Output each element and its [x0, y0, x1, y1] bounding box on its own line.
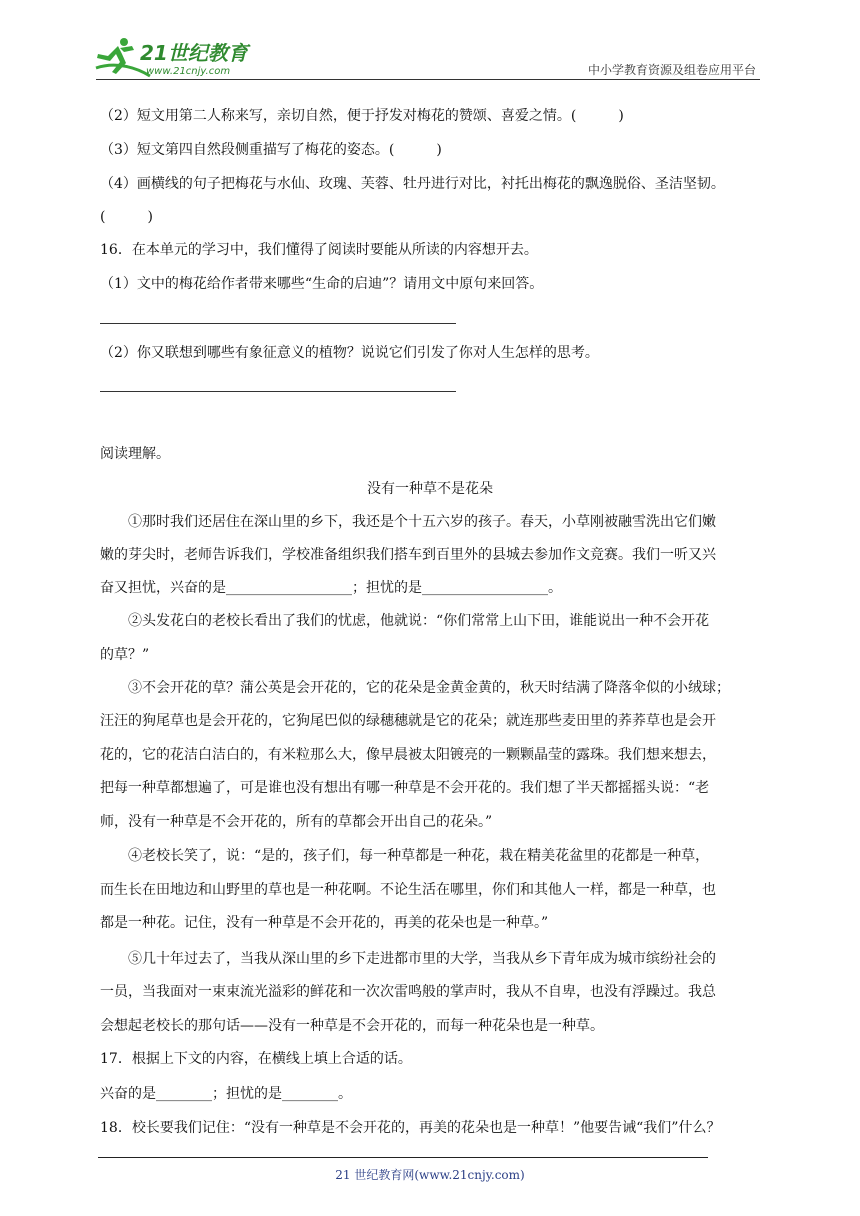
judgment-item-3: （3）短文第四自然段侧重描写了梅花的姿态。( ) — [100, 142, 442, 158]
passage-line: 都是一种花。记住，没有一种草是不会开花的，再美的花朵也是一种草。” — [100, 915, 549, 931]
passage-line: 把每一种草都想遍了，可是谁也没有想出有哪一种草是不会开花的。我们想了半天都摇摇头说：“老 — [100, 780, 710, 796]
passage-line: 奋又担忧，兴奋的是__________________；担忧的是__________________。 — [100, 580, 562, 596]
passage-line: 师，没有一种草是不会开花的，所有的草都会开出自己的花朵。” — [100, 814, 493, 830]
passage-title: 没有一种草不是花朵 — [367, 481, 493, 497]
passage-line: ④老校长笑了，说：“是的，孩子们，每一种草都是一种花，栽在精美花盆里的花都是一种草， — [128, 848, 710, 864]
reading-label: 阅读理解。 — [100, 446, 170, 462]
platform-label: 中小学教育资源及组卷应用平台 — [587, 63, 756, 77]
passage-line: ①那时我们还居住在深山里的乡下，我还是个十五六岁的孩子。春天，小草刚被融雪洗出它们嫩 — [128, 514, 716, 530]
question-17-blank: 兴奋的是________；担忧的是________。 — [100, 1086, 352, 1102]
footer-divider — [98, 1157, 708, 1158]
judgment-item-2: （2）短文用第二人称来写，亲切自然，便于抒发对梅花的赞颂、喜爱之情。( ) — [100, 108, 624, 124]
passage-line: ③不会开花的草？蒲公英是会开花的，它的花朵是金黄金黄的，秋天时结满了降落伞似的小绒球； — [128, 680, 730, 696]
question-18: 18．校长要我们记住：“没有一种草是不会开花的，再美的花朵也是一种草！”他要告诫“我们”什么？ — [100, 1120, 721, 1136]
answer-line-16-1[interactable] — [100, 323, 456, 324]
logo — [94, 36, 264, 80]
header-divider — [96, 79, 760, 80]
logo-text: 21世纪教育 — [140, 41, 248, 65]
question-16-sub2: （2）你又联想到哪些有象征意义的植物？说说它们引发了你对人生怎样的思考。 — [100, 345, 599, 361]
passage-line: 会想起老校长的那句话——没有一种草是不会开花的，而每一种花朵也是一种草。 — [100, 1018, 604, 1034]
passage-line: 花的，它的花洁白洁白的，有米粒那么大，像早晨被太阳镀亮的一颗颗晶莹的露珠。我们想来想去， — [100, 747, 716, 763]
passage-line: ⑤几十年过去了，当我从深山里的乡下走进都市里的大学，当我从乡下青年成为城市缤纷社会的 — [128, 951, 716, 967]
footer-text: 21 世纪教育网(www.21cnjy.com) — [335, 1168, 525, 1182]
judgment-item-4-bracket: ( ) — [100, 209, 153, 225]
passage-line: 汪汪的狗尾草也是会开花的，它狗尾巴似的绿穗穗就是它的花朵；就连那些麦田里的荞荞草也是会开 — [100, 713, 716, 729]
question-16: 16．在本单元的学习中，我们懂得了阅读时要能从所读的内容想开去。 — [100, 242, 538, 258]
passage-line: 一员，当我面对一束束流光溢彩的鲜花和一次次雷鸣般的掌声时，我从不自卑，也没有浮躁过。我总 — [100, 984, 716, 1000]
answer-line-16-2[interactable] — [100, 391, 456, 392]
passage-line: 而生长在田地边和山野里的草也是一种花啊。不论生活在哪里，你们和其他人一样，都是一种草，也 — [100, 882, 716, 898]
passage-line: ②头发花白的老校长看出了我们的忧虑，他就说：“你们常常上山下田，谁能说出一种不会开花 — [128, 613, 710, 629]
passage-line: 的草？” — [100, 647, 150, 663]
logo-url: www.21cnjy.com — [146, 66, 231, 77]
question-16-sub1: （1）文中的梅花给作者带来哪些“生命的启迪”？请用文中原句来回答。 — [100, 276, 544, 292]
judgment-item-4: （4）画横线的句子把梅花与水仙、玫瑰、芙蓉、牡丹进行对比，衬托出梅花的飘逸脱俗、圣洁坚韧。 — [100, 176, 725, 192]
passage-line: 嫩的芽尖时，老师告诉我们，学校准备组织我们搭车到百里外的县城去参加作文竞赛。我们一听又兴 — [100, 547, 716, 563]
question-17: 17．根据上下文的内容，在横线上填上合适的话。 — [100, 1051, 412, 1067]
